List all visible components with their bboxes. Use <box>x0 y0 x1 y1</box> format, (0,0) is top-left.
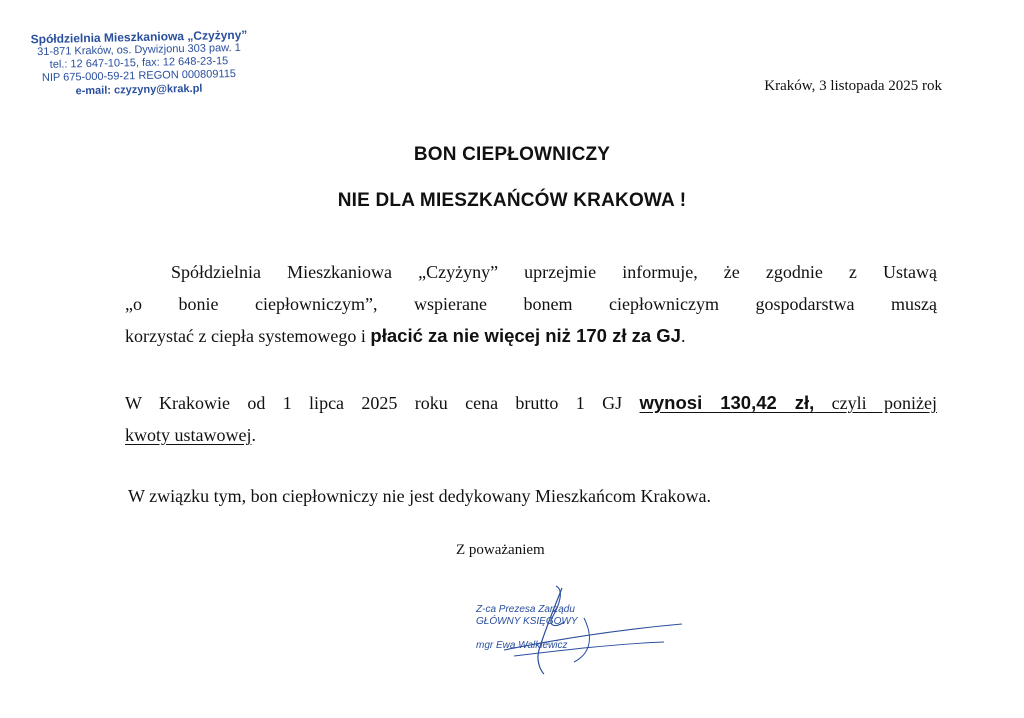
paragraph-1-end: . <box>680 326 686 346</box>
stamp-ids: NIP 675-000-59-21 REGON 000809115 <box>41 67 237 85</box>
stamp-email: e-mail: czyzyny@krak.pl <box>75 82 203 98</box>
organization-stamp <box>28 27 250 98</box>
stamp-address: 31-871 Kraków, os. Dywizjonu 303 paw. 1 <box>37 41 241 59</box>
signature-name: mgr Ewa Walkiewicz <box>476 640 568 651</box>
document-date: Kraków, 3 listopada 2025 rok <box>764 78 942 94</box>
signature-role-chief-accountant: GŁÓWNY KSIĘGOWY <box>476 616 578 627</box>
paragraph-1 <box>125 256 937 352</box>
paragraph-2-line-2 <box>125 419 937 451</box>
price-highlight: wynosi 130,42 zł, <box>639 392 815 413</box>
stamp-org-name: Spółdzielnia Mieszkaniowa „Czyżyny” <box>30 27 248 47</box>
paragraph-1-line-1: Spółdzielnia Mieszkaniowa „Czyżyny” uprzejmie informuje, że zgodnie z Ustawą <box>171 262 937 282</box>
paragraph-1-text: korzystać z ciepła systemowego i <box>125 326 371 346</box>
document-title: BON CIEPŁOWNICZY <box>413 144 611 165</box>
paragraph-2-line-1 <box>125 387 937 419</box>
paragraph-1-line-3 <box>125 320 937 352</box>
paragraph-1-line-2: „o bonie ciepłowniczym”, wspierane bonem ciepłowniczym gospodarstwa muszą <box>125 294 937 314</box>
stamp-phone: tel.: 12 647-10-15, fax: 12 648-23-15 <box>49 55 229 71</box>
paragraph-2 <box>125 387 937 451</box>
statutory-amount-text: kwoty ustawowej <box>125 425 252 445</box>
paragraph-2-tail: czyli poniżej <box>814 393 938 413</box>
signature-block <box>444 578 704 688</box>
document-subtitle: NIE DLA MIESZKAŃCÓW KRAKOWA ! <box>337 190 687 211</box>
handwritten-signature-icon <box>444 578 704 688</box>
closing-salutation: Z poważaniem <box>456 542 545 558</box>
paragraph-3: W związku tym, bon ciepłowniczy nie jest dedykowany Mieszkańcom Krakowa. <box>128 486 711 506</box>
signature-role-deputy: Z-ca Prezesa Zarządu <box>476 604 575 615</box>
price-cap-highlight: płacić za nie więcej niż 170 zł za GJ <box>370 325 681 346</box>
paragraph-2-text: W Krakowie od 1 lipca 2025 roku cena brutto 1 GJ <box>125 393 640 413</box>
paragraph-2-end: . <box>251 425 256 445</box>
